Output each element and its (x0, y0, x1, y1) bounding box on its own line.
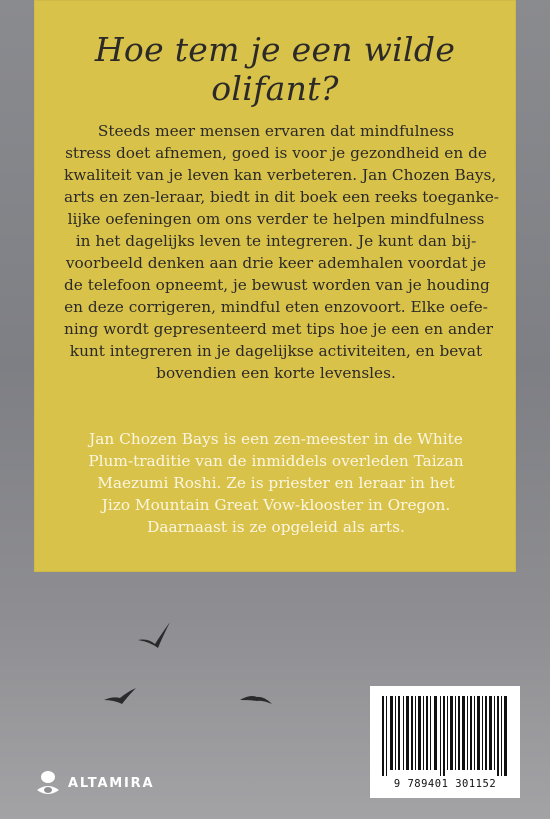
blurb-line: Steeds meer mensen ervaren dat mindfulness (97, 122, 455, 140)
blurb-line: kwaliteit van je leven kan verbeteren. Jan Chozen Bays, (64, 166, 497, 184)
bird-icon (138, 622, 170, 648)
bio-line: Jizo Mountain Great Vow-klooster in Oregon. (101, 496, 451, 514)
publisher-name: ALTAMIRA (68, 776, 155, 791)
blurb-line: lijke oefeningen om ons verder te helpen mindfulness (67, 210, 485, 228)
bio-line: Daarnaast is ze opgeleid als arts. (147, 518, 405, 536)
blurb-line: kunt integreren in je dagelijkse activiteiten, en bevat (69, 342, 483, 360)
book-title: Hoe tem je een wilde olifant? (94, 30, 456, 108)
blurb-line: ning wordt gepresenteerd met tips hoe je een en ander (64, 320, 494, 338)
isbn-barcode (370, 686, 520, 798)
blurb-line: en deze corrigeren, mindful eten enzovoort. Elke oefe- (64, 298, 488, 316)
bird-icon (104, 688, 136, 704)
blurb-line: stress doet afnemen, goed is voor je gezondheid en de (65, 144, 487, 162)
author-bio (64, 428, 488, 538)
blurb-line: de telefoon opneemt, je bewust worden van je houding (64, 276, 490, 294)
yellow-text-panel (34, 0, 516, 572)
bio-line: Maezumi Roshi. Ze is priester en leraar in het (97, 474, 455, 492)
blurb-line: voorbeeld denken aan drie keer ademhalen voordat je (65, 254, 487, 272)
barcode-icon (380, 696, 510, 776)
blurb-line: arts en zen-leraar, biedt in dit boek een reeks toeganke- (64, 188, 499, 206)
bird-icon (240, 696, 272, 704)
blurb-line: in het dagelijks leven te integreren. Je kunt dan bij- (75, 232, 477, 250)
isbn-number: 9 789401 301152 (393, 778, 497, 790)
blurb-line: bovendien een korte levensles. (156, 364, 396, 382)
publisher-logo (34, 766, 234, 802)
bio-line: Jan Chozen Bays is een zen-meester in de White (89, 430, 463, 448)
bio-line: Plum-traditie van de inmiddels overleden Taizan (88, 452, 464, 470)
altamira-logo-icon (34, 768, 62, 798)
blurb-text (64, 120, 499, 384)
